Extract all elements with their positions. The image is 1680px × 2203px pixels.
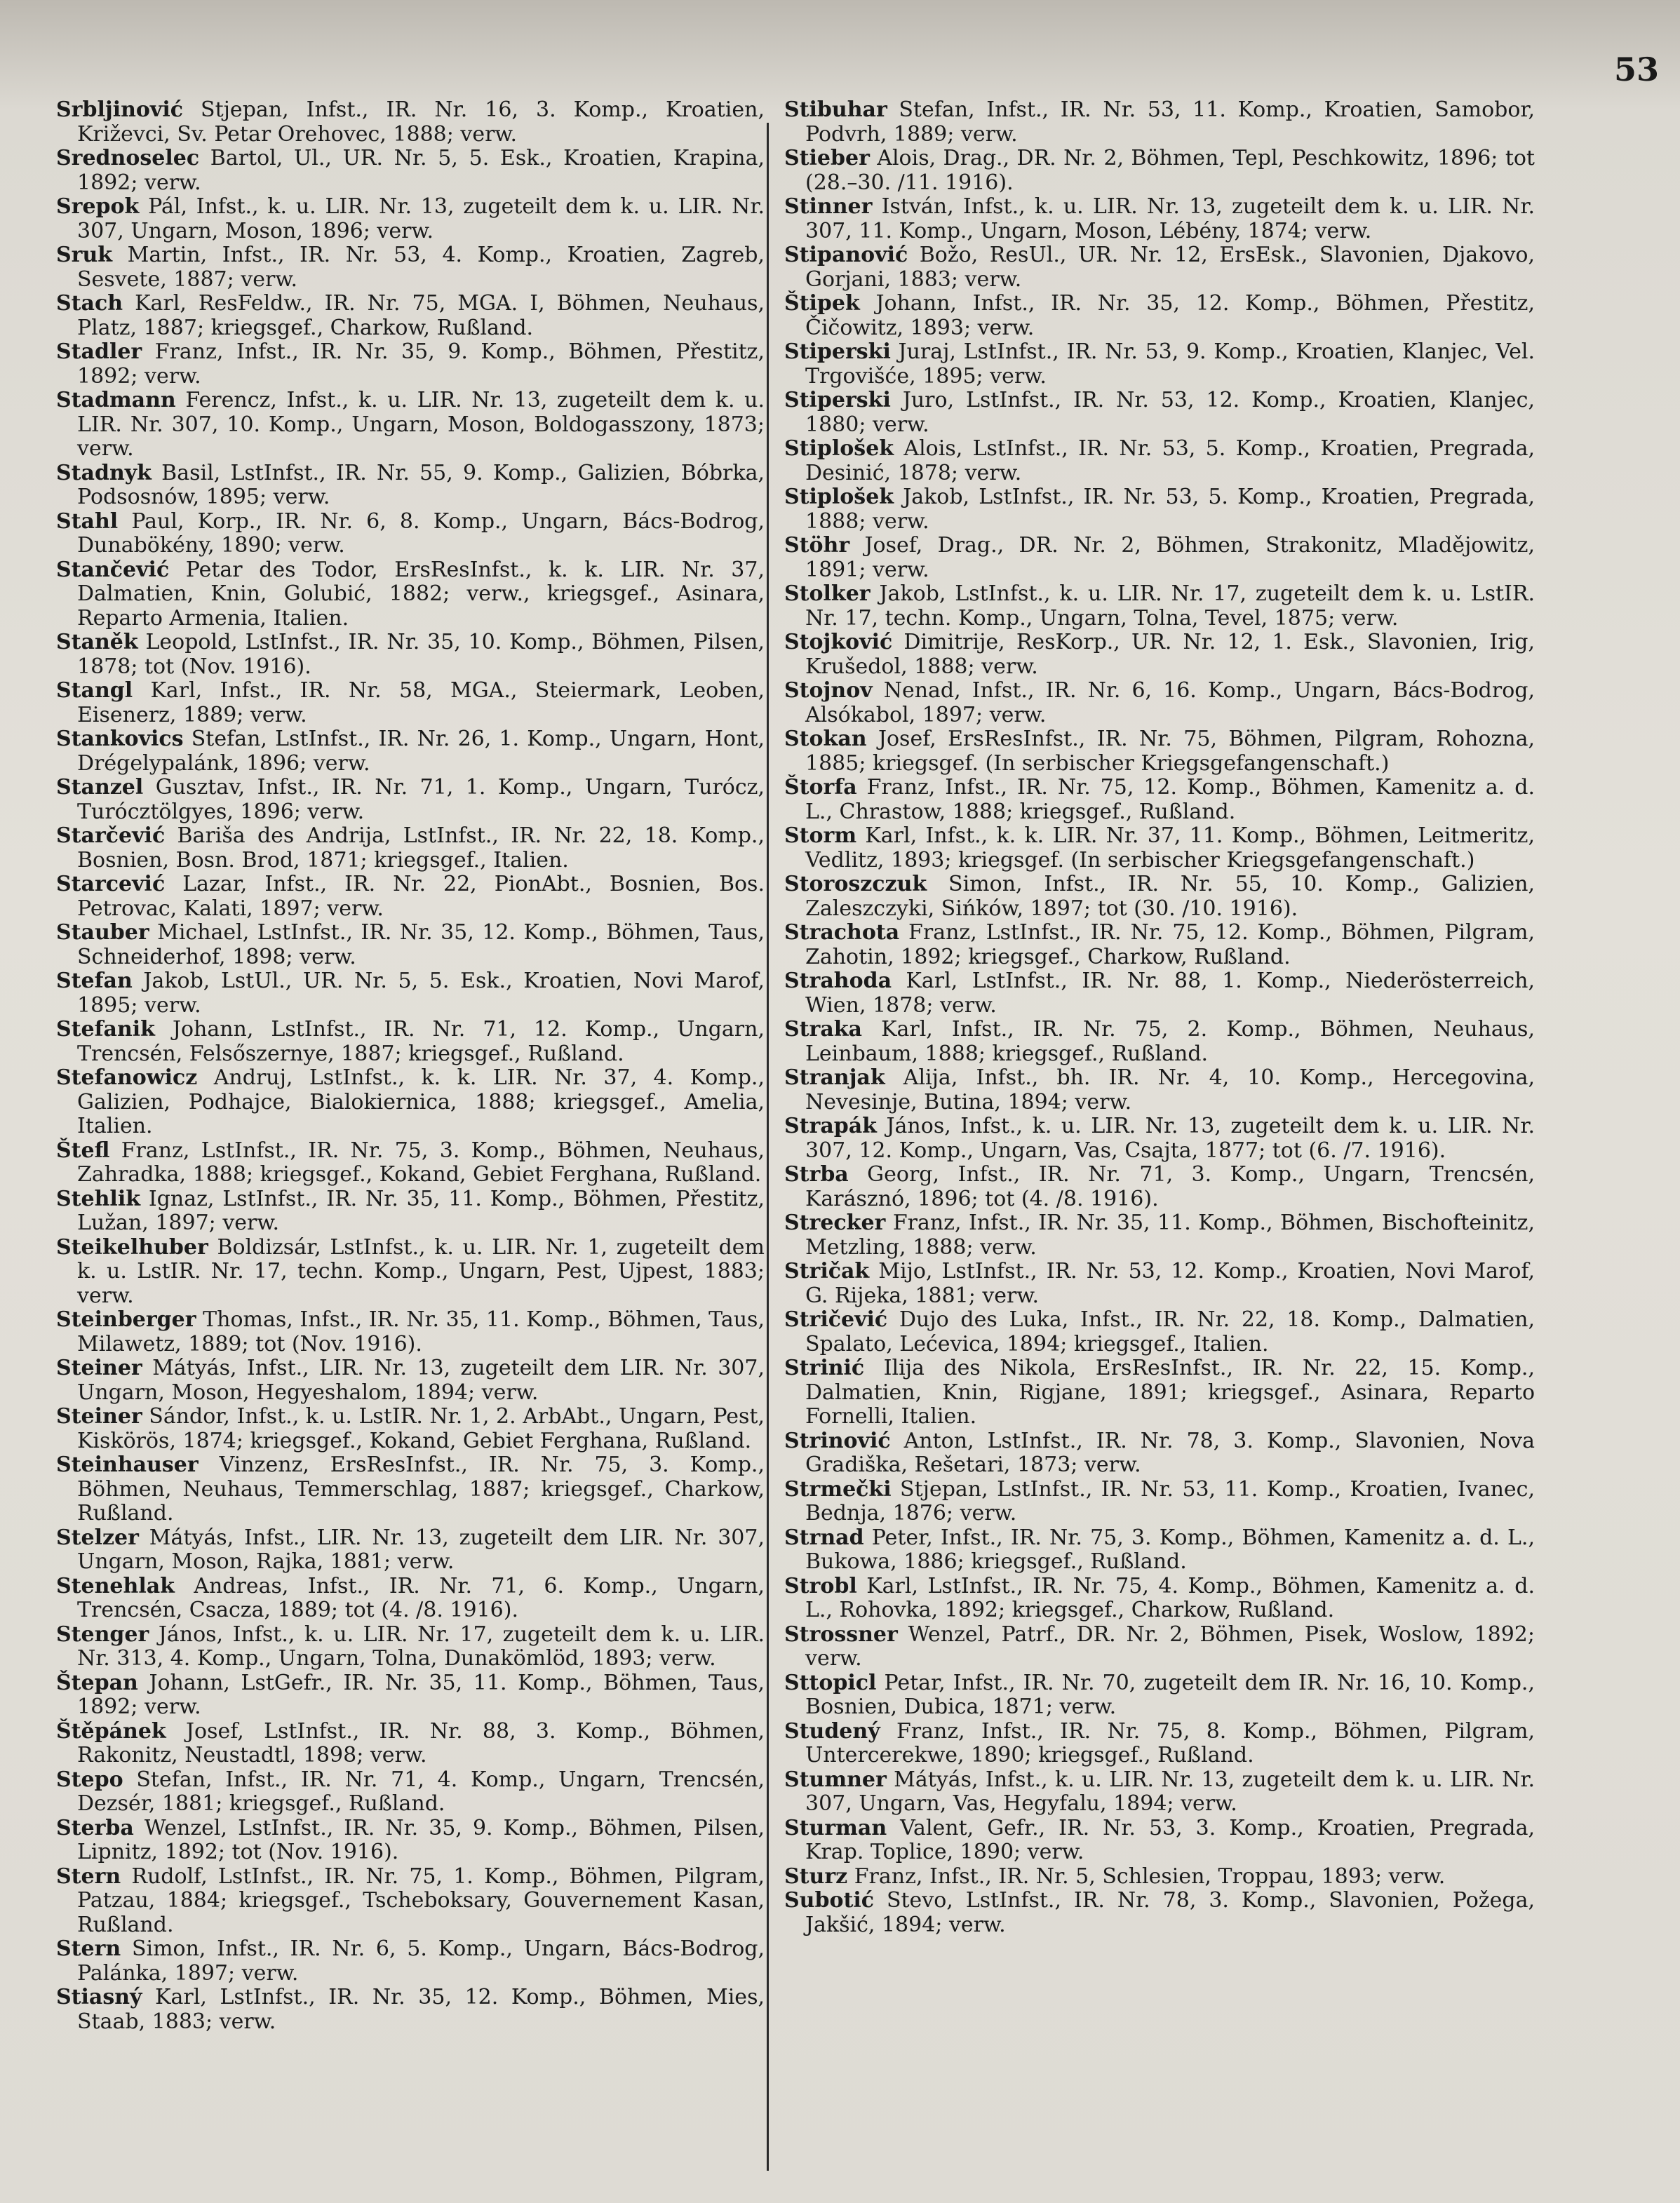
list-item (784, 1720, 1535, 1768)
entry-details: Jakob, LstUl., UR. Nr. 5, 5. Esk., Kroatien, Novi Marof, 1895; verw. (77, 969, 765, 1018)
entry-details: Gusztav, Infst., IR. Nr. 71, 1. Komp., Ungarn, Turócz, Turócztölgyes, 1896; verw. (77, 775, 765, 824)
list-item (56, 1018, 765, 1066)
entry-details: Juro, LstInfst., IR. Nr. 53, 12. Komp., Kroatien, Klanjec, 1880; verw. (805, 388, 1535, 437)
entry-surname: Steiner (56, 1404, 142, 1429)
right-column (784, 98, 1535, 1937)
entry-details: Georg, Infst., IR. Nr. 71, 3. Komp., Ungarn, Trencsén, Karásznó, 1896; tot (4. /8. 1916). (805, 1162, 1535, 1211)
list-item (56, 631, 765, 679)
list-item (56, 1817, 765, 1865)
entry-details: Franz, Infst., IR. Nr. 75, 8. Komp., Böhmen, Pilgram, Untercerekwe, 1890; kriegsgef., Rußland. (805, 1718, 1535, 1767)
list-item (56, 243, 765, 292)
list-item (784, 582, 1535, 631)
entry-surname: Stiperski (784, 339, 891, 364)
entry-surname: Stiplošek (784, 485, 894, 509)
entry-surname: Strmečki (784, 1476, 892, 1502)
entry-details: Stefan, Infst., IR. Nr. 53, 11. Komp., Kroatien, Samobor, Podvrh, 1889; verw. (805, 97, 1535, 147)
entry-details: Petar, Infst., IR. Nr. 70, zugeteilt dem IR. Nr. 16, 10. Komp., Bosnien, Dubica, 1871; verw. (805, 1670, 1535, 1719)
list-item (56, 1986, 765, 2034)
list-item (56, 1623, 765, 1671)
entry-surname: Stričak (784, 1259, 870, 1284)
entry-surname: Subotić (784, 1888, 874, 1913)
entry-details: Jakob, LstInfst., k. u. LIR. Nr. 17, zugeteilt dem k. u. LstIR. Nr. 17, techn. Komp., Ungarn, Tolna, Tevel, 1875; verw. (805, 581, 1535, 631)
entry-surname: Strahoda (784, 969, 892, 993)
entry-surname: Stangl (56, 678, 133, 703)
entry-surname: Strobl (784, 1573, 857, 1598)
entry-surname: Starčević (56, 823, 166, 848)
entry-surname: Stefanowicz (56, 1065, 198, 1090)
entry-details: Andruj, LstInfst., k. k. LIR. Nr. 37, 4. Komp., Galizien, Podhajce, Bialokiernica, 1888; kriegsgef., Amelia, Italien. (77, 1065, 765, 1138)
list-item (784, 1623, 1535, 1671)
list-item (56, 873, 765, 921)
list-item (784, 1575, 1535, 1623)
entry-details: Josef, ErsResInfst., IR. Nr. 75, Böhmen, Pilgram, Rohozna, 1885; kriegsgef. (In serbischer Kriegsgefangenschaft.) (805, 727, 1535, 776)
entry-surname: Stančević (56, 557, 170, 582)
list-item (784, 824, 1535, 873)
entry-surname: Stankovics (56, 727, 184, 751)
list-item (784, 1114, 1535, 1163)
entry-surname: Stefanik (56, 1017, 155, 1042)
entry-details: Wenzel, Patrf., DR. Nr. 2, Böhmen, Pisek, Woslow, 1892; verw. (805, 1622, 1535, 1671)
entry-details: Johann, LstInfst., IR. Nr. 71, 12. Komp., Ungarn, Trencsén, Felsőszernye, 1887; kriegsgef., Rußland. (77, 1017, 765, 1066)
entry-details: Valent, Gefr., IR. Nr. 53, 3. Komp., Kroatien, Pregrada, Krap. Toplice, 1890; verw. (805, 1815, 1535, 1864)
list-item (784, 1260, 1535, 1308)
entry-details: Johann, LstGefr., IR. Nr. 35, 11. Komp., Böhmen, Taus, 1892; verw. (77, 1670, 765, 1719)
entry-surname: Stern (56, 1864, 121, 1889)
list-item (784, 1018, 1535, 1066)
entry-details: Stefan, LstInfst., IR. Nr. 26, 1. Komp., Ungarn, Hont, Drégelypalánk, 1896; verw. (77, 727, 765, 776)
entry-details: Basil, LstInfst., IR. Nr. 55, 9. Komp., Galizien, Bóbrka, Podsosnów, 1895; verw. (77, 460, 765, 509)
entry-details: István, Infst., k. u. LIR. Nr. 13, zugeteilt dem k. u. LIR. Nr. 307, 11. Komp., Ungarn, Moson, Lébény, 1874; verw. (805, 194, 1535, 243)
entry-details: János, Infst., k. u. LIR. Nr. 17, zugeteilt dem k. u. LIR. Nr. 313, 4. Komp., Ungarn, Tolna, Dunakömlöd, 1893; verw. (77, 1622, 765, 1671)
entry-surname: Stelzer (56, 1525, 139, 1550)
entry-surname: Strinović (784, 1428, 891, 1453)
entry-surname: Stojnov (784, 678, 873, 703)
entry-surname: Strachota (784, 920, 900, 945)
list-item (56, 1865, 765, 1938)
entry-surname: Strinić (784, 1356, 865, 1380)
entry-surname: Stinner (784, 194, 873, 219)
left-column (56, 98, 765, 2034)
entry-details: Božo, ResUl., UR. Nr. 12, ErsEsk., Slavonien, Djakovo, Gorjani, 1883; verw. (805, 243, 1535, 292)
list-item (784, 534, 1535, 582)
entry-details: Ilija des Nikola, ErsResInfst., IR. Nr. 22, 15. Komp., Dalmatien, Knin, Rigjane, 1891; kriegsgef., Asinara, Reparto Fornelli, Italien. (805, 1356, 1535, 1429)
entry-details: Karl, LstInfst., IR. Nr. 35, 12. Komp., Böhmen, Mies, Staab, 1883; verw. (77, 1985, 765, 2034)
list-item (784, 485, 1535, 534)
entry-details: Vinzenz, ErsResInfst., IR. Nr. 75, 3. Komp., Böhmen, Neuhaus, Temmerschlag, 1887; kriegsgef., Charkow, Rußland. (77, 1453, 765, 1525)
list-item (56, 195, 765, 243)
column-divider (767, 123, 769, 2171)
entry-details: Rudolf, LstInfst., IR. Nr. 75, 1. Komp., Böhmen, Pilgram, Patzau, 1884; kriegsgef., Tscheboksary, Gouvernement Kasan, Rußland. (77, 1864, 765, 1937)
entry-details: Paul, Korp., IR. Nr. 6, 8. Komp., Ungarn, Bács-Bodrog, Dunabökény, 1890; verw. (77, 508, 765, 558)
entry-details: Franz, Infst., IR. Nr. 35, 11. Komp., Böhmen, Bischofteinitz, Metzling, 1888; verw. (805, 1211, 1535, 1260)
entry-details: Simon, Infst., IR. Nr. 6, 5. Komp., Ungarn, Bács-Bodrog, Palánka, 1897; verw. (77, 1936, 765, 1986)
list-item (56, 1139, 765, 1187)
entry-surname: Sttopicl (784, 1670, 877, 1695)
entry-surname: Stibuhar (784, 97, 887, 122)
entry-surname: Stefan (56, 969, 133, 993)
entry-details: Dujo des Luka, Infst., IR. Nr. 22, 18. Komp., Dalmatien, Spalato, Lećevica, 1894; kriegsgef., Italien. (805, 1307, 1535, 1356)
entry-surname: Staněk (56, 630, 138, 654)
entry-surname: Stahl (56, 508, 119, 534)
list-item (56, 1575, 765, 1623)
entry-surname: Stehlik (56, 1186, 140, 1211)
entry-surname: Stepo (56, 1767, 123, 1792)
list-item (56, 921, 765, 969)
entry-surname: Stern (56, 1936, 121, 1961)
entry-surname: Steinberger (56, 1307, 196, 1332)
list-item (784, 98, 1535, 147)
entry-surname: Stojković (784, 630, 893, 654)
entry-details: Karl, LstInfst., IR. Nr. 75, 4. Komp., Böhmen, Kamenitz a. d. L., Rohovka, 1892; kriegsgef., Charkow, Rußland. (805, 1573, 1535, 1622)
entry-surname: Sturz (784, 1864, 848, 1889)
list-item (56, 1236, 765, 1309)
entry-surname: Stiasný (56, 1985, 142, 2009)
entry-details: Bartol, Ul., UR. Nr. 5, 5. Esk., Kroatien, Krapina, 1892; verw. (77, 146, 765, 195)
list-item (784, 1768, 1535, 1817)
entry-details: János, Infst., k. u. LIR. Nr. 13, zugeteilt dem k. u. LIR. Nr. 307, 12. Komp., Ungarn, Vas, Csajta, 1877; tot (6. /7. 1916). (805, 1114, 1535, 1163)
entry-surname: Starcević (56, 872, 166, 896)
entry-surname: Stričević (784, 1307, 888, 1332)
entry-details: Karl, Infst., IR. Nr. 58, MGA., Steiermark, Leoben, Eisenerz, 1889; verw. (77, 678, 765, 727)
entry-details: Simon, Infst., IR. Nr. 55, 10. Komp., Galizien, Zaleszczyki, Sińków, 1897; tot (30. /10. 1916). (805, 872, 1535, 921)
list-item (784, 1671, 1535, 1720)
entry-surname: Štorfa (784, 775, 857, 800)
list-item (784, 1817, 1535, 1865)
list-item (784, 921, 1535, 969)
entry-details: Ignaz, LstInfst., IR. Nr. 35, 11. Komp., Böhmen, Přestitz, Lužan, 1897; verw. (77, 1186, 765, 1235)
list-item (56, 1526, 765, 1575)
list-item (56, 558, 765, 631)
list-item (784, 437, 1535, 485)
entry-details: Peter, Infst., IR. Nr. 75, 3. Komp., Böhmen, Kamenitz a. d. L., Bukowa, 1886; kriegsgef., Rußland. (805, 1525, 1535, 1574)
entry-surname: Stenger (56, 1622, 149, 1647)
list-item (784, 873, 1535, 921)
entry-surname: Stolker (784, 581, 871, 606)
entry-surname: Strnad (784, 1525, 864, 1550)
entry-details: Stjepan, Infst., IR. Nr. 16, 3. Komp., Kroatien, Križevci, Sv. Petar Orehovec, 1888; verw. (77, 97, 765, 147)
entry-details: Karl, LstInfst., IR. Nr. 88, 1. Komp., Niederösterreich, Wien, 1878; verw. (805, 969, 1535, 1018)
entry-surname: Štěpánek (56, 1718, 166, 1744)
list-item (784, 340, 1535, 389)
list-item (784, 679, 1535, 727)
entry-surname: Srepok (56, 194, 140, 219)
entry-surname: Studený (784, 1718, 880, 1744)
entry-surname: Steinhauser (56, 1453, 199, 1477)
entry-details: Franz, Infst., IR. Nr. 5, Schlesien, Troppau, 1893; verw. (847, 1864, 1446, 1889)
list-item (784, 1163, 1535, 1211)
entry-details: Wenzel, LstInfst., IR. Nr. 35, 9. Komp., Böhmen, Pilsen, Lipnitz, 1892; tot (Nov. 1916). (77, 1815, 765, 1864)
list-item (56, 389, 765, 462)
entry-details: Karl, ResFeldw., IR. Nr. 75, MGA. I, Böhmen, Neuhaus, Platz, 1887; kriegsgef., Charkow, Rußland. (77, 291, 765, 340)
list-item (784, 292, 1535, 340)
entry-surname: Stieber (784, 146, 870, 170)
entry-details: Sándor, Infst., k. u. LstIR. Nr. 1, 2. ArbAbt., Ungarn, Pest, Kiskörös, 1874; kriegsgef., Kokand, Gebiet Ferghana, Rußland. (77, 1404, 765, 1453)
entry-surname: Stokan (784, 727, 867, 751)
entry-surname: Stiplošek (784, 436, 894, 461)
list-item (56, 1356, 765, 1405)
entry-details: Mátyás, Infst., k. u. LIR. Nr. 13, zugeteilt dem k. u. LIR. Nr. 307, Ungarn, Vas, Hegyfalu, 1894; verw. (805, 1767, 1535, 1816)
list-item (784, 389, 1535, 437)
list-item (56, 1768, 765, 1817)
list-item (784, 195, 1535, 243)
list-item (56, 1405, 765, 1453)
entry-surname: Stauber (56, 920, 149, 945)
entry-details: Jakob, LstInfst., IR. Nr. 53, 5. Komp., Kroatien, Pregrada, 1888; verw. (805, 485, 1535, 534)
list-item (784, 631, 1535, 679)
list-item (784, 147, 1535, 195)
entry-surname: Stöhr (784, 533, 850, 558)
entry-surname: Sterba (56, 1815, 134, 1840)
entry-surname: Strecker (784, 1211, 886, 1235)
entry-details: Boldizsár, LstInfst., k. u. LIR. Nr. 1, zugeteilt dem k. u. LstIR. Nr. 17, techn. Komp., Ungarn, Pest, Ujpest, 1883; verw. (77, 1234, 765, 1308)
entry-surname: Strossner (784, 1622, 898, 1647)
entry-details: Karl, Infst., k. k. LIR. Nr. 37, 11. Komp., Böhmen, Leitmeritz, Vedlitz, 1893; kriegsgef. (In serbischer Kriegsgefangenschaft.) (805, 823, 1535, 873)
entry-details: Michael, LstInfst., IR. Nr. 35, 12. Komp., Böhmen, Taus, Schneiderhof, 1898; verw. (77, 920, 765, 969)
entry-details: Stevo, LstInfst., IR. Nr. 78, 3. Komp., Slavonien, Požega, Jakšić, 1894; verw. (805, 1888, 1535, 1937)
list-item (56, 1671, 765, 1720)
entry-details: Johann, Infst., IR. Nr. 35, 12. Komp., Böhmen, Přestitz, Čičowitz, 1893; verw. (805, 291, 1535, 340)
list-item (56, 1187, 765, 1236)
entry-surname: Straka (784, 1017, 862, 1042)
entry-details: Lazar, Infst., IR. Nr. 22, PionAbt., Bosnien, Bos. Petrovac, Kalati, 1897; verw. (77, 872, 765, 921)
entry-surname: Steiner (56, 1356, 142, 1380)
entry-surname: Stadnyk (56, 460, 152, 485)
entry-details: Martin, Infst., IR. Nr. 53, 4. Komp., Kroatien, Zagreb, Sesvete, 1887; verw. (77, 243, 765, 292)
list-item (784, 1356, 1535, 1429)
list-item (56, 969, 765, 1018)
entry-surname: Stach (56, 291, 123, 316)
entry-surname: Storoszczuk (784, 872, 927, 896)
entry-details: Stefan, Infst., IR. Nr. 71, 4. Komp., Ungarn, Trencsén, Dezsér, 1881; kriegsgef., Rußland. (77, 1767, 765, 1816)
entry-details: Anton, LstInfst., IR. Nr. 78, 3. Komp., Slavonien, Nova Gradiška, Rešetari, 1873; verw. (805, 1428, 1535, 1477)
list-item (56, 98, 765, 147)
list-item (56, 1937, 765, 1986)
entry-surname: Strapák (784, 1114, 877, 1138)
list-item (56, 776, 765, 824)
list-item (56, 462, 765, 510)
list-item (784, 1865, 1535, 1889)
list-item (56, 147, 765, 195)
entry-details: Franz, Infst., IR. Nr. 75, 12. Komp., Böhmen, Kamenitz a. d. L., Chrastow, 1888; kriegsgef., Rußland. (805, 775, 1535, 824)
list-item (784, 727, 1535, 776)
list-item (56, 1308, 765, 1356)
entry-details: Nenad, Infst., IR. Nr. 6, 16. Komp., Ungarn, Bács-Bodrog, Alsókabol, 1897; verw. (805, 678, 1535, 727)
entry-details: Pál, Infst., k. u. LIR. Nr. 13, zugeteilt dem k. u. LIR. Nr. 307, Ungarn, Moson, 1896; verw. (77, 194, 765, 243)
entry-surname: Stipanović (784, 243, 908, 267)
entry-details: Mátyás, Infst., LIR. Nr. 13, zugeteilt dem LIR. Nr. 307, Ungarn, Moson, Hegyeshalom, 1894; verw. (77, 1356, 765, 1405)
page-number: 53 (1613, 50, 1659, 88)
entry-details: Franz, Infst., IR. Nr. 35, 9. Komp., Böhmen, Přestitz, 1892; verw. (77, 339, 765, 389)
list-item (784, 1211, 1535, 1260)
list-item (56, 1720, 765, 1768)
entry-surname: Stadmann (56, 388, 176, 412)
entry-details: Ferencz, Infst., k. u. LIR. Nr. 13, zugeteilt dem k. u. LIR. Nr. 307, 10. Komp., Ungarn, Moson, Boldogasszony, 1873; verw. (77, 388, 765, 461)
list-item (784, 1526, 1535, 1575)
entry-surname: Stenehlak (56, 1573, 175, 1598)
list-item (784, 776, 1535, 824)
entry-surname: Steikelhuber (56, 1234, 208, 1260)
entry-surname: Srbljinović (56, 97, 184, 122)
entry-details: Mijo, LstInfst., IR. Nr. 53, 12. Komp., Kroatien, Novi Marof, G. Rijeka, 1881; verw. (805, 1259, 1535, 1308)
entry-surname: Štepan (56, 1670, 138, 1695)
entry-details: Franz, LstInfst., IR. Nr. 75, 3. Komp., Böhmen, Neuhaus, Zahradka, 1888; kriegsgef., Kokand, Gebiet Ferghana, Rußland. (77, 1138, 765, 1187)
list-item (784, 243, 1535, 292)
entry-surname: Storm (784, 823, 857, 848)
entry-surname: Sturman (784, 1815, 887, 1840)
entry-details: Josef, LstInfst., IR. Nr. 88, 3. Komp., Böhmen, Rakonitz, Neustadtl, 1898; verw. (77, 1718, 765, 1767)
entry-details: Franz, LstInfst., IR. Nr. 75, 12. Komp., Böhmen, Pilgram, Zahotin, 1892; kriegsgef., Charkow, Rußland. (805, 920, 1535, 969)
entry-details: Juraj, LstInfst., IR. Nr. 53, 9. Komp., Kroatien, Klanjec, Vel. Trgovišće, 1895; verw. (805, 339, 1535, 389)
entry-details: Stjepan, LstInfst., IR. Nr. 53, 11. Komp., Kroatien, Ivanec, Bednja, 1876; verw. (805, 1476, 1535, 1525)
entry-details: Leopold, LstInfst., IR. Nr. 35, 10. Komp., Böhmen, Pilsen, 1878; tot (Nov. 1916). (77, 630, 765, 679)
entry-surname: Stanzel (56, 775, 144, 800)
list-item (784, 1308, 1535, 1356)
entry-surname: Srednoselec (56, 146, 200, 170)
list-item (56, 510, 765, 558)
list-item (784, 1429, 1535, 1478)
entry-details: Dimitrije, ResKorp., UR. Nr. 12, 1. Esk., Slavonien, Irig, Krušedol, 1888; verw. (805, 630, 1535, 679)
list-item (56, 679, 765, 727)
list-item (784, 1478, 1535, 1526)
entry-surname: Štefl (56, 1138, 110, 1163)
entry-surname: Strba (784, 1162, 849, 1187)
entry-surname: Stumner (784, 1767, 887, 1792)
entry-details: Alija, Infst., bh. IR. Nr. 4, 10. Komp., Hercegovina, Nevesinje, Butina, 1894; verw. (805, 1065, 1535, 1114)
entry-surname: Štipek (784, 291, 860, 316)
entry-details: Bariša des Andrija, LstInfst., IR. Nr. 22, 18. Komp., Bosnien, Bosn. Brod, 1871; kriegsgef., Italien. (77, 823, 765, 873)
entry-details: Mátyás, Infst., LIR. Nr. 13, zugeteilt dem LIR. Nr. 307, Ungarn, Moson, Rajka, 1881; verw. (77, 1525, 765, 1574)
list-item (56, 340, 765, 389)
entry-surname: Stadler (56, 339, 142, 364)
list-item (56, 824, 765, 873)
list-item (784, 969, 1535, 1018)
list-item (56, 1066, 765, 1139)
entry-details: Josef, Drag., DR. Nr. 2, Böhmen, Strakonitz, Mladějowitz, 1891; verw. (805, 533, 1535, 582)
entry-details: Andreas, Infst., IR. Nr. 71, 6. Komp., Ungarn, Trencsén, Csacza, 1889; tot (4. /8. 1916). (77, 1573, 765, 1622)
entry-surname: Stranjak (784, 1065, 885, 1090)
entry-details: Karl, Infst., IR. Nr. 75, 2. Komp., Böhmen, Neuhaus, Leinbaum, 1888; kriegsgef., Rußland. (805, 1017, 1535, 1066)
list-item (784, 1889, 1535, 1937)
entry-details: Thomas, Infst., IR. Nr. 35, 11. Komp., Böhmen, Taus, Milawetz, 1889; tot (Nov. 1916). (77, 1307, 765, 1356)
list-item (56, 1453, 765, 1526)
list-item (784, 1066, 1535, 1114)
entry-surname: Stiperski (784, 388, 891, 412)
entry-details: Alois, Drag., DR. Nr. 2, Böhmen, Tepl, Peschkowitz, 1896; tot (28.–30. /11. 1916). (805, 146, 1535, 195)
list-item (56, 727, 765, 776)
list-item (56, 292, 765, 340)
entry-details: Alois, LstInfst., IR. Nr. 53, 5. Komp., Kroatien, Pregrada, Desinić, 1878; verw. (805, 436, 1535, 485)
entry-details: Petar des Todor, ErsResInfst., k. k. LIR. Nr. 37, Dalmatien, Knin, Golubić, 1882; verw., kriegsgef., Asinara, Reparto Armenia, Italien. (77, 557, 765, 631)
entry-surname: Sruk (56, 243, 113, 267)
